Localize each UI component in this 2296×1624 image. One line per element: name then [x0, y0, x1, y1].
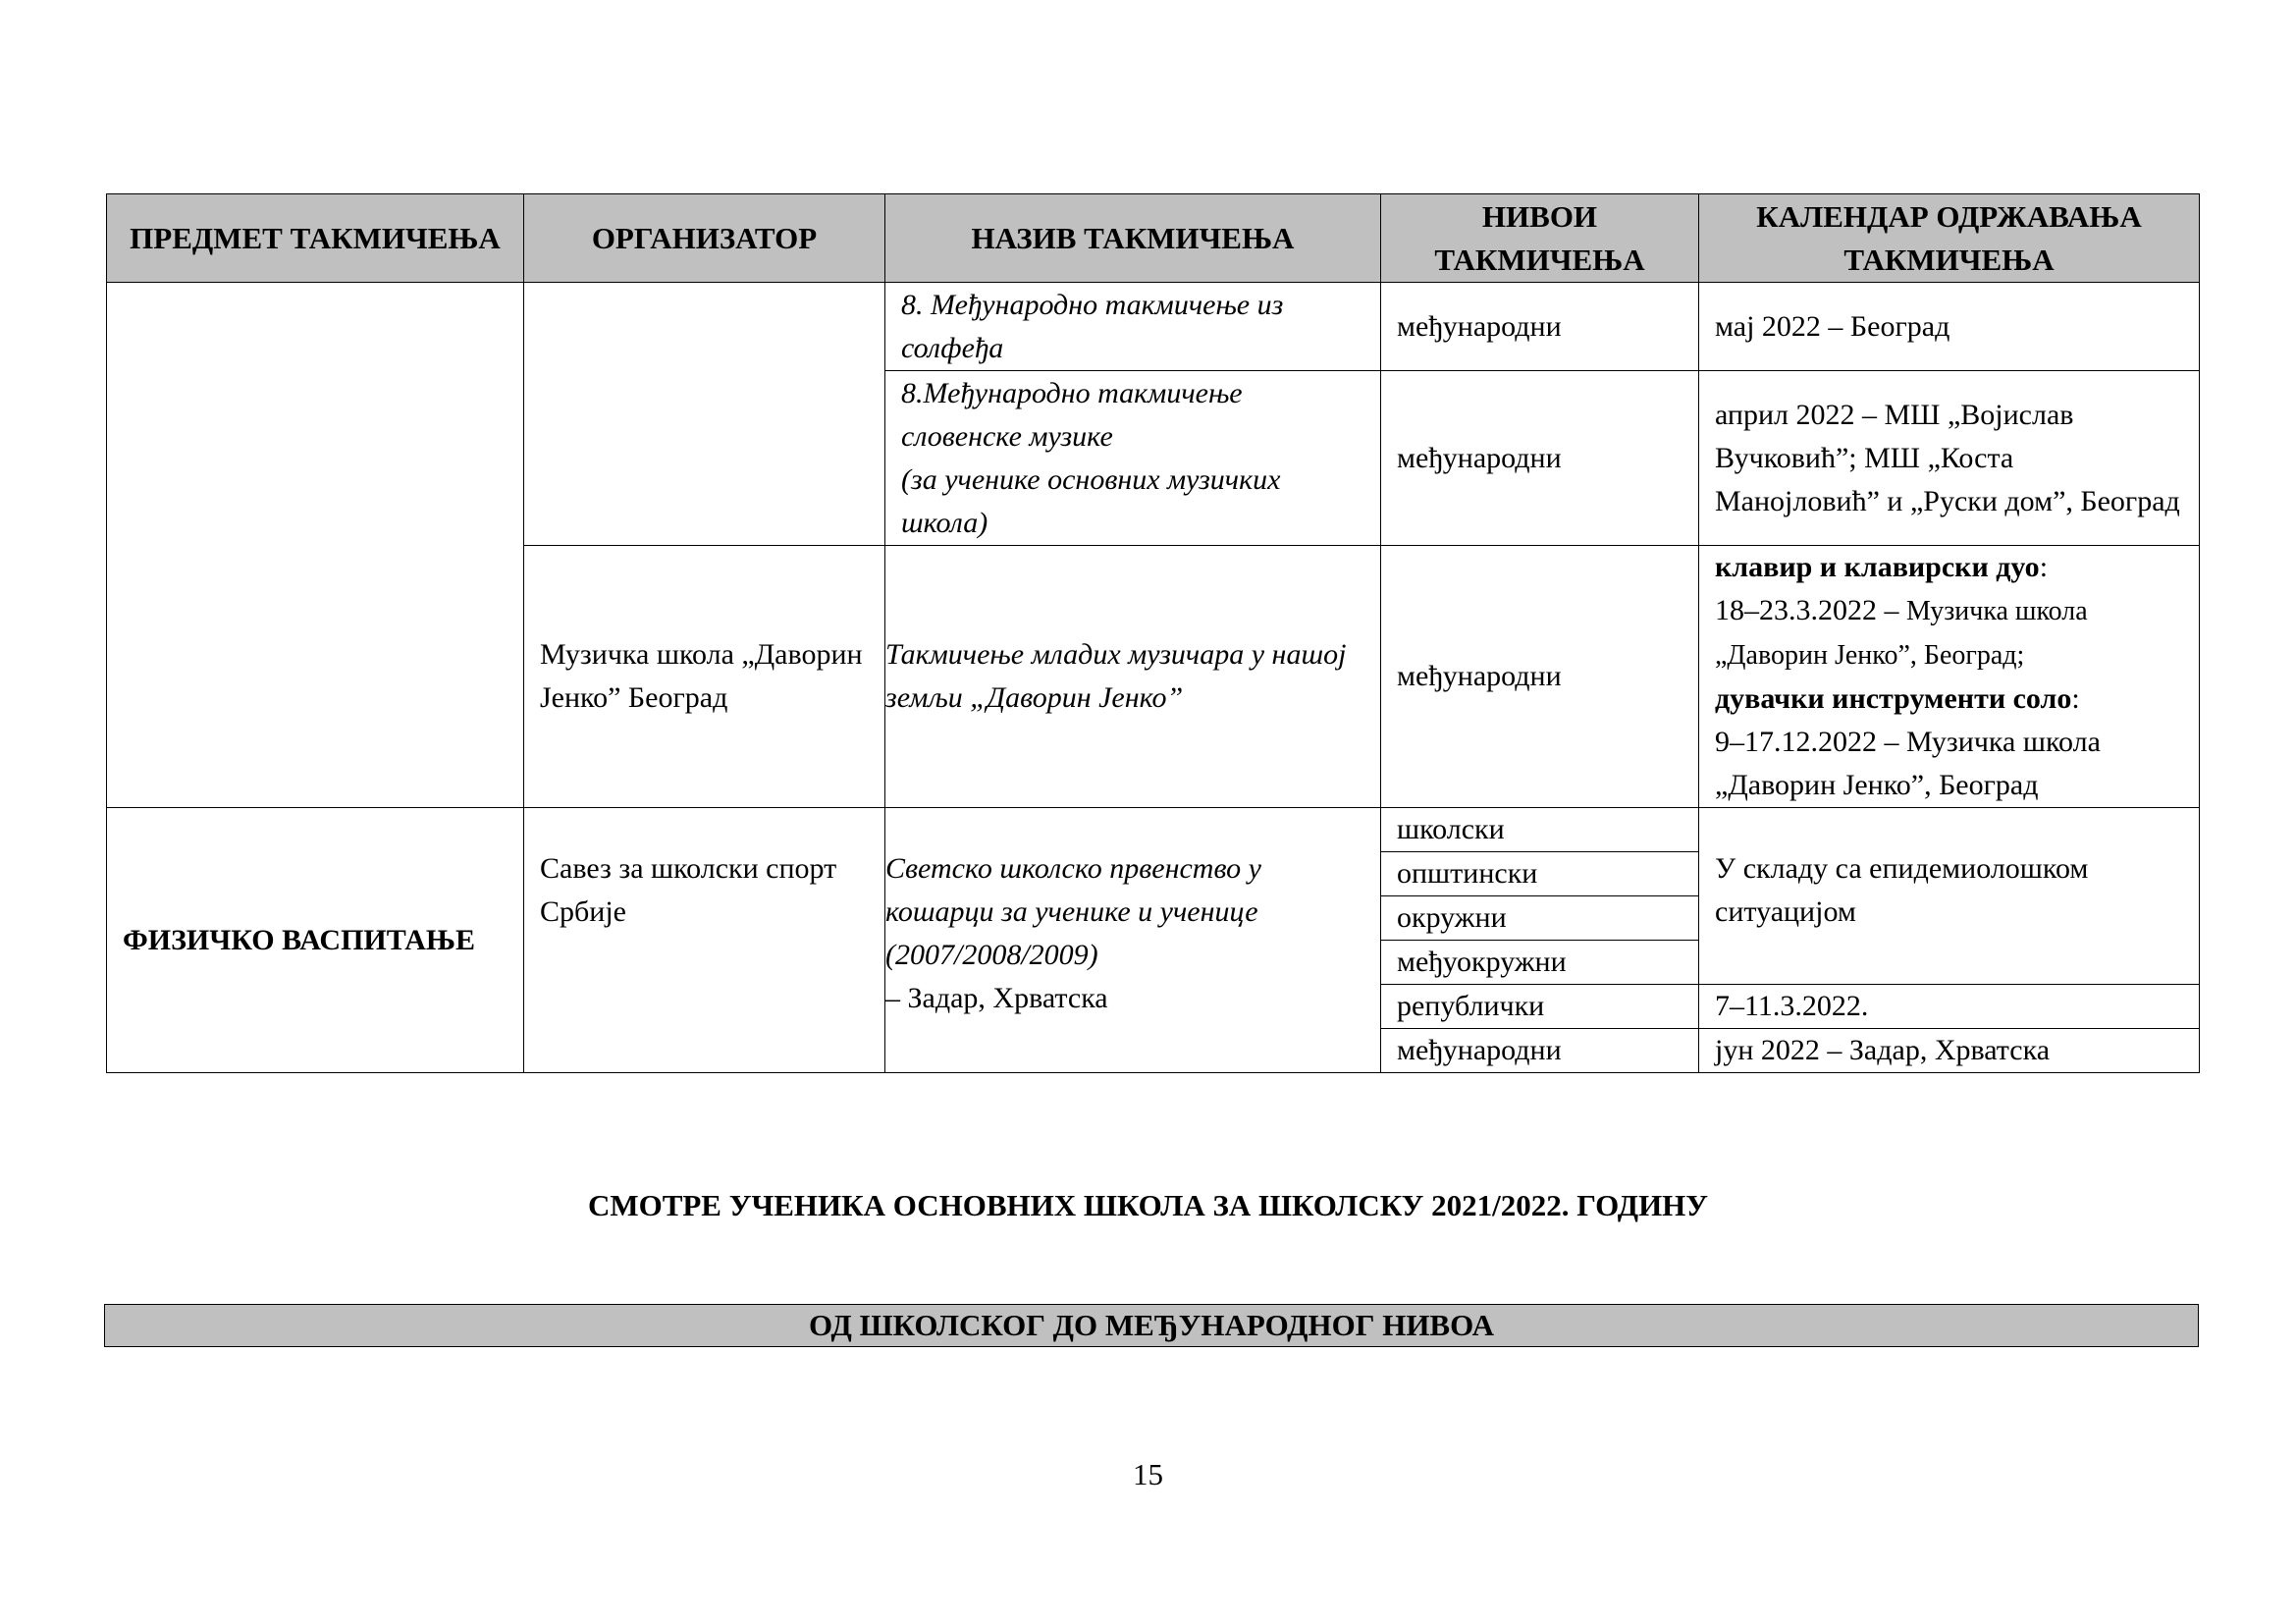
header-organizer: ОРГАНИЗАТОР: [524, 194, 885, 283]
calendar-jenko-wind-label: дувачки инструменти соло: [1715, 682, 2072, 715]
competitions-table: [106, 193, 2200, 1073]
subject-cell-empty: [107, 283, 524, 808]
header-calendar: КАЛЕНДАР ОДРЖАВАЊА ТАКМИЧЕЊА: [1699, 194, 2200, 283]
level-solfege: међународни: [1381, 283, 1699, 371]
competition-name-pe-title: Светско школско првенство у кошарци за ученике и ученице (2007/2008/2009): [885, 852, 1261, 971]
competition-name-pe: [885, 808, 1381, 1073]
calendar-jenko-piano-place: Музичка школа „Даворин Јенко”, Београд;: [1715, 596, 2088, 671]
competition-name-jenko: Такмичење младих музичара у нашој земљи „Даворин Јенко”: [885, 546, 1381, 808]
competition-name-pe-place: – Задар, Хрватска: [885, 982, 1108, 1014]
level-banner: ОД ШКОЛСКОГ ДО МЕЂУНАРОДНОГ НИВОА: [104, 1304, 2199, 1347]
page-number: 15: [1133, 1457, 1163, 1491]
calendar-jenko-piano-date: 18–23.3.2022 –: [1715, 594, 1906, 626]
calendar-jenko: [1699, 546, 2200, 808]
level-jenko: међународни: [1381, 546, 1699, 808]
calendar-pe-epidemic: У складу са епидемиолошком ситуацијом: [1699, 808, 2200, 985]
level-pe-municipal: општински: [1381, 852, 1699, 896]
calendar-solfege: мај 2022 – Београд: [1699, 283, 2200, 371]
calendar-pe-international: јун 2022 – Задар, Хрватска: [1699, 1029, 2200, 1073]
level-pe-international: међународни: [1381, 1029, 1699, 1073]
header-subject: ПРЕДМЕТ ТАКМИЧЕЊА: [107, 194, 524, 283]
competition-name-slavic-title: 8.Међународно такмичење словенске музике: [901, 376, 1243, 453]
level-pe-district: окружни: [1381, 896, 1699, 941]
level-pe-school: школски: [1381, 808, 1699, 852]
organizer-pe: Савез за школски спорт Србије: [524, 808, 885, 1073]
competition-name-slavic: [885, 371, 1381, 546]
table-row: [107, 808, 2200, 852]
smotre-heading: СМОТРЕ УЧЕНИКА ОСНОВНИХ ШКОЛА ЗА ШКОЛСКУ 2021/2022. ГОДИНУ: [587, 1188, 1709, 1222]
header-levels: НИВОИ ТАКМИЧЕЊА: [1381, 194, 1699, 283]
calendar-jenko-wind-rest: 9–17.12.2022 – Музичка школа „Даворин Јенко”, Београд: [1715, 726, 2101, 801]
level-pe-interdistrict: међуокружни: [1381, 941, 1699, 985]
level-pe-republic: републички: [1381, 985, 1699, 1029]
table-row: [107, 283, 2200, 371]
competition-name-solfege: 8. Међународно такмичење из солфеђа: [885, 283, 1381, 371]
subject-pe: ФИЗИЧКО ВАСПИТАЊЕ: [107, 808, 524, 1073]
calendar-jenko-wind-colon: :: [2071, 682, 2080, 715]
calendar-jenko-piano-label: клавир и клавирски дуо: [1715, 551, 2040, 583]
calendar-pe-republic: 7–11.3.2022.: [1699, 985, 2200, 1029]
organizer-cell-empty: [524, 283, 885, 546]
calendar-slavic: април 2022 – МШ „Војислав Вучковић”; МШ „Коста Манојловић” и „Руски дом”, Београд: [1699, 371, 2200, 546]
header-name: НАЗИВ ТАКМИЧЕЊА: [885, 194, 1381, 283]
competition-name-slavic-note: (за ученике основних музичких школа): [901, 462, 1281, 539]
organizer-jenko: Музичка школа „Даворин Јенко” Београд: [524, 546, 885, 808]
level-slavic: међународни: [1381, 371, 1699, 546]
calendar-jenko-piano-colon: :: [2039, 551, 2049, 583]
